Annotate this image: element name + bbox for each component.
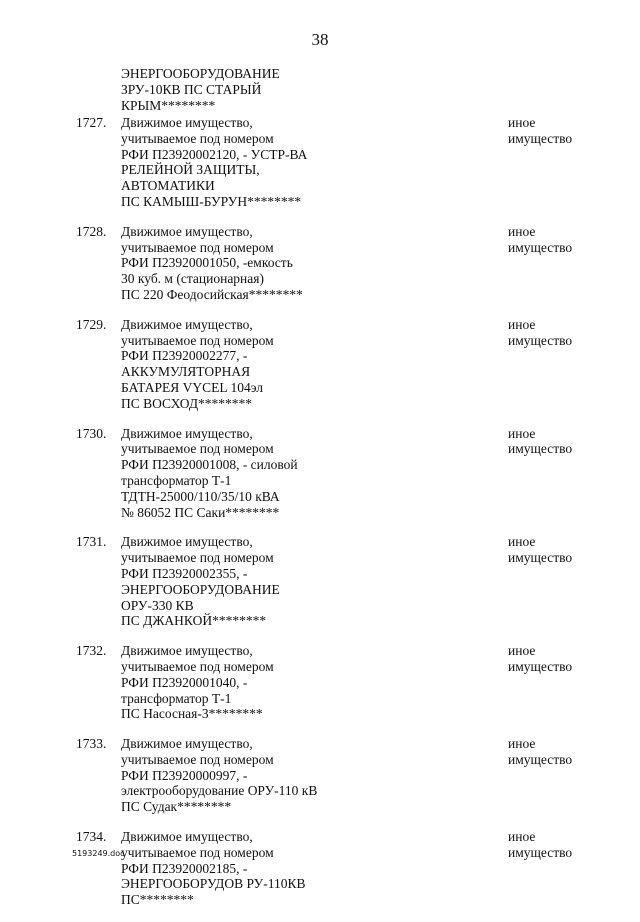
- text-line: РФИ П23920001008, - силовой: [121, 457, 298, 473]
- continued-entry-text: [121, 66, 461, 113]
- text-line: учитываемое под номером: [121, 441, 274, 457]
- entry-description: [121, 317, 451, 412]
- text-line: учитываемое под номером: [121, 239, 274, 255]
- text-line: трансформатор Т-1: [121, 472, 232, 488]
- text-line: РФИ П23920000997, -: [121, 767, 248, 783]
- text-line: имущество: [508, 658, 573, 674]
- text-line: учитываемое под номером: [121, 751, 274, 767]
- text-line: иное: [508, 643, 536, 659]
- entry-description: [121, 643, 451, 722]
- text-line: учитываемое под номером: [121, 130, 274, 146]
- text-line: РФИ П23920001050, -емкость: [121, 255, 293, 271]
- text-line: имущество: [508, 441, 573, 457]
- text-line: иное: [508, 736, 536, 752]
- list-item: [0, 829, 640, 908]
- text-line: учитываемое под номером: [121, 844, 274, 860]
- text-line: ПС ДЖАНКОЙ********: [121, 613, 267, 629]
- entry-description: [121, 224, 451, 303]
- entry-description: [121, 829, 451, 908]
- text-line: учитываемое под номером: [121, 658, 274, 674]
- text-line: имущество: [508, 751, 573, 767]
- text-line: РФИ П23920002277, -: [121, 348, 248, 364]
- text-line: иное: [508, 829, 536, 845]
- text-line: имущество: [508, 844, 573, 860]
- text-line: АККУМУЛЯТОРНАЯ: [121, 364, 251, 380]
- text-line: АВТОМАТИКИ: [121, 178, 215, 194]
- list-item: [0, 224, 640, 303]
- text-line: ПС Судак********: [121, 799, 232, 815]
- text-line: ПС********: [121, 892, 194, 908]
- text-line: учитываемое под номером: [121, 550, 274, 566]
- text-line: учитываемое под номером: [121, 332, 274, 348]
- entry-list: [0, 115, 640, 922]
- entry-property-type: [508, 115, 618, 147]
- entry-number: 1734.: [76, 829, 107, 845]
- entry-property-type: [508, 317, 618, 349]
- text-line: Движимое имущество,: [121, 316, 253, 332]
- text-line: РФИ П23920001040, -: [121, 674, 248, 690]
- list-item: [0, 115, 640, 210]
- entry-property-type: [508, 426, 618, 458]
- text-line: Движимое имущество,: [121, 115, 253, 130]
- text-line: Движимое имущество,: [121, 223, 253, 239]
- entry-property-type: [508, 736, 618, 768]
- list-item: [0, 534, 640, 629]
- entry-number: 1732.: [76, 643, 107, 659]
- text-line: имущество: [508, 550, 573, 566]
- list-item: [0, 643, 640, 722]
- text-line: 30 куб. м (стационарная): [121, 271, 264, 287]
- page-number: 38: [311, 30, 329, 49]
- text-line: Движимое имущество,: [121, 829, 253, 845]
- entry-property-type: [508, 829, 618, 861]
- text-line: Движимое имущество,: [121, 425, 253, 441]
- text-line: иное: [508, 316, 536, 332]
- text-line: РФИ П23920002185, -: [121, 860, 248, 876]
- text-line: ЭНЕРГООБОРУДОВАНИЕ: [121, 66, 280, 81]
- text-line: Движимое имущество,: [121, 643, 253, 659]
- entry-number: 1728.: [76, 223, 107, 239]
- text-line: иное: [508, 223, 536, 239]
- text-line: ПС КАМЫШ-БУРУН********: [121, 193, 302, 209]
- entry-property-type: [508, 643, 618, 675]
- text-line: иное: [508, 534, 536, 550]
- text-line: имущество: [508, 239, 573, 255]
- text-line: Движимое имущество,: [121, 736, 253, 752]
- entry-number: 1730.: [76, 425, 107, 441]
- text-line: ТДТН-25000/110/35/10 кВА: [121, 488, 280, 504]
- text-line: ПС 220 Феодосийская********: [121, 286, 303, 302]
- entry-description: [121, 115, 451, 210]
- entry-description: [121, 534, 451, 629]
- list-item: [0, 317, 640, 412]
- text-line: РФИ П23920002355, -: [121, 565, 248, 581]
- entry-number: 1727.: [76, 115, 107, 130]
- entry-property-type: [508, 534, 618, 566]
- text-line: иное: [508, 425, 536, 441]
- text-line: иное: [508, 115, 536, 130]
- list-item: [0, 736, 640, 815]
- text-line: ПС ВОСХОД********: [121, 395, 253, 411]
- text-line: Движимое имущество,: [121, 534, 253, 550]
- text-line: имущество: [508, 130, 573, 146]
- text-line: ПС Насосная-3********: [121, 706, 263, 722]
- text-line: имущество: [508, 332, 573, 348]
- text-line: РЕЛЕЙНОЙ ЗАЩИТЫ,: [121, 162, 260, 178]
- text-line: БАТАРЕЯ VYCEL 104эл: [121, 379, 264, 395]
- entry-number: 1729.: [76, 316, 107, 332]
- entry-description: [121, 426, 451, 521]
- text-line: трансформатор Т-1: [121, 690, 232, 706]
- list-item: [0, 426, 640, 521]
- entry-property-type: [508, 224, 618, 256]
- text-line: КРЫМ********: [121, 97, 216, 113]
- text-line: ЭНЕРГООБОРУДОВ РУ-110КВ: [121, 876, 306, 892]
- entry-number: 1731.: [76, 534, 107, 550]
- text-line: ЭНЕРГООБОРУДОВАНИЕ: [121, 581, 280, 597]
- text-line: ОРУ-330 КВ: [121, 597, 194, 613]
- text-line: электрооборудование ОРУ-110 кВ: [121, 783, 318, 799]
- text-line: ЗРУ-10КВ ПС СТАРЫЙ: [121, 81, 262, 97]
- text-line: РФИ П23920002120, - УСТР-ВА: [121, 146, 308, 162]
- text-line: № 86052 ПС Саки********: [121, 504, 280, 520]
- footer-filename: 5193249.doc: [72, 849, 125, 858]
- entry-number: 1733.: [76, 736, 107, 752]
- entry-description: [121, 736, 451, 815]
